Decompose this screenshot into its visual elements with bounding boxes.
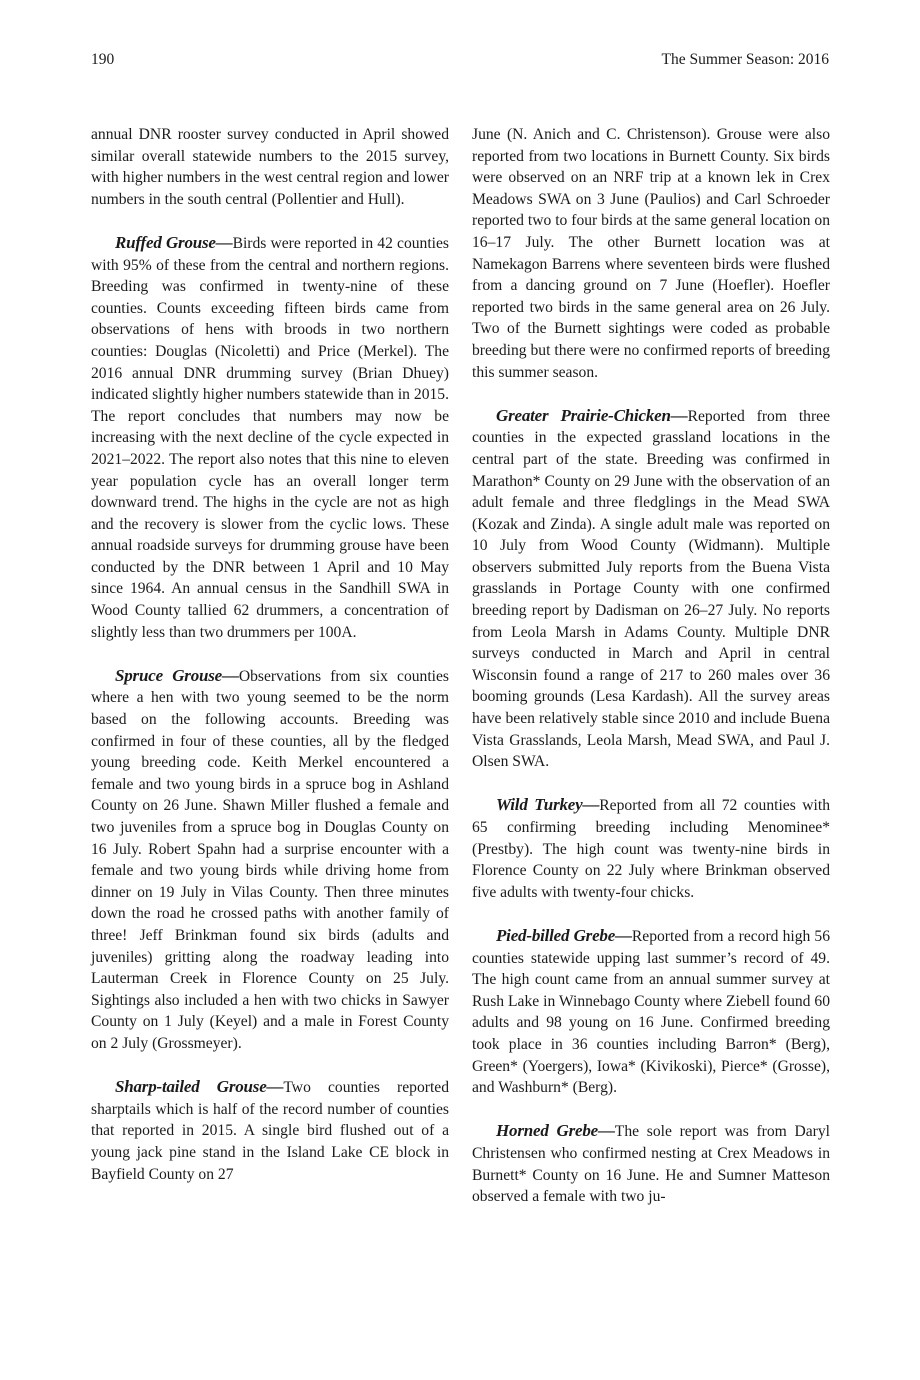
species-account-pied-billed-grebe: [472, 925, 830, 1099]
left-column: [91, 124, 449, 1185]
species-account-horned-grebe: [472, 1120, 830, 1207]
species-text: Reported from a record high 56 counties statewide upping last summer’s record of 49. The high count came from an annual summer survey at Rush Lake in Winnebago County where Ziebell found 60 adults and 98 young on 16 June. Confirmed breeding took place in 36 counties including Barron* (Berg), Green* (Yoergers), Iowa* (Kivikoski), Pierce* (Grosse), and Washburn* (Berg).: [472, 927, 830, 1097]
species-text: Birds were reported in 42 counties with 95% of these from the central and northern regions. Breeding was confirmed in twenty-nine of these counties. Counts exceeding fifteen birds came from observations of hens with broods in two northern counties: Douglas (Nicoletti) and Price (Merkel). The 2016 annual DNR drumming survey (Brian Dhuey) indicated slightly higher numbers statewide than in 2015. The report concludes that numbers may now be increasing with the next decline of the cycle expected in 2021–2022. The report also notes that this nine to eleven year population cycle has an overall longer term downward trend. The highs in the cycle are not as high and the recovery is slower from the cyclic lows. These annual roadside surveys for drumming grouse have been conducted by the DNR between 1 April and 10 May since 1964. An annual census in the Sandhill SWA in Wood County tallied 62 drummers, a concentration of slightly less than two drummers per 100A.: [91, 234, 449, 641]
species-text: Reported from all 72 counties with 65 confirming breeding including Menominee* (Prestby). The high count was twenty-nine birds in Florence County on 22 July where Brinkman observed five adults with twenty-four chicks.: [472, 797, 830, 901]
species-heading: Spruce Grouse—: [115, 665, 239, 685]
running-title: The Summer Season: 2016: [661, 51, 829, 68]
species-account-greater-prairie-chicken: [472, 405, 830, 773]
right-column: [472, 124, 830, 1208]
species-account-ruffed-grouse: [91, 232, 449, 643]
paragraph-text: June (N. Anich and C. Christenson). Grouse were also reported from two locations in Burnett County. Six birds were observed on an NRF trip at a known lek in Crex Meadows SWA on 3 June (Paulios) and Carl Schroeder reported two to four birds at the same general location on 16–17 July. The other Burnett location was at Namekagon Barrens where seventeen birds were flushed from a dancing ground on 7 June (Hoefler). Hoefler reported two birds in the same general area on 26 July. Two of the Burnett sightings were coded as probable breeding but there were no confirmed reports of breeding this summer season.: [472, 126, 830, 381]
species-heading: Horned Grebe—: [496, 1121, 615, 1141]
paragraph-continued: [472, 124, 830, 383]
species-text: Reported from three counties in the expected grassland locations in the central part of the state. Breeding was confirmed in Marathon* County on 29 June with the observation of an adult female and three fledglings in the Mead SWA (Kozak and Zinda). A single adult male was reported on 10 July from Wood County (Widmann). Multiple observers submitted July reports from the Buena Vista grasslands in Portage County with one confirmed breeding report by Dadisman on 26–27 July. No reports from Leola Marsh in Adams County. Multiple DNR surveys conducted in March and April in central Wisconsin found a range of 217 to 260 males over 36 booming grounds (Lesa Kardash). All the survey areas have been relatively stable since 2010 and include Buena Vista Grasslands, Leola Marsh, Mead SWA, and Paul J. Olsen SWA.: [472, 407, 830, 771]
page-number: 190: [91, 51, 115, 68]
species-account-sharp-tailed-grouse: [91, 1076, 449, 1185]
paragraph-intro: [91, 124, 449, 210]
paragraph-text: annual DNR rooster survey conducted in April showed similar overall statewide numbers to the 2015 survey, with higher numbers in the west central region and lower numbers in the south central (Pollentier and Hull).: [91, 126, 449, 208]
species-account-wild-turkey: [472, 794, 830, 903]
species-heading: Sharp-tailed Grouse—: [115, 1077, 284, 1097]
species-account-spruce-grouse: [91, 665, 449, 1055]
species-text: Observations from six counties where a hen with two young seemed to be the norm based on the following accounts. Breeding was confirmed in four of these counties, all by the fledged young breeding code. Keith Merkel encountered a female and two young birds in a spruce bog in Ashland County on 26 June. Shawn Miller flushed a female and two juveniles from a spruce bog in Douglas County on 16 July. Robert Spahn had a surprise encounter with a female and two young birds while driving home from dinner on 19 July in Vilas County. Then three minutes down the road he crossed paths with another family of three! Jeff Brinkman found six birds (adults and juveniles) gritting along the roadway leading into Lauterman Creek in Florence County on 25 July. Sightings also included a hen with two chicks in Sawyer County on 1 July (Keyel) and a male in Forest County on 2 July (Grossmeyer).: [91, 667, 449, 1052]
page-header: [91, 50, 829, 70]
species-text: The sole report was from Daryl Christensen who confirmed nesting at Crex Meadows in Burnett* County on 16 June. He and Sumner Matteson observed a female with two ju-: [472, 1123, 831, 1206]
species-heading: Pied-billed Grebe—: [496, 925, 632, 945]
species-text: Two counties reported sharptails which is half of the record number of counties that reported in 2015. A single bird flushed out of a young jack pine stand in the Island Lake CE block in Bayfield County on 27: [91, 1079, 449, 1183]
species-heading: Ruffed Grouse—: [115, 232, 233, 252]
species-heading: Wild Turkey—: [496, 795, 600, 815]
species-heading: Greater Prairie-Chicken—: [496, 405, 688, 425]
